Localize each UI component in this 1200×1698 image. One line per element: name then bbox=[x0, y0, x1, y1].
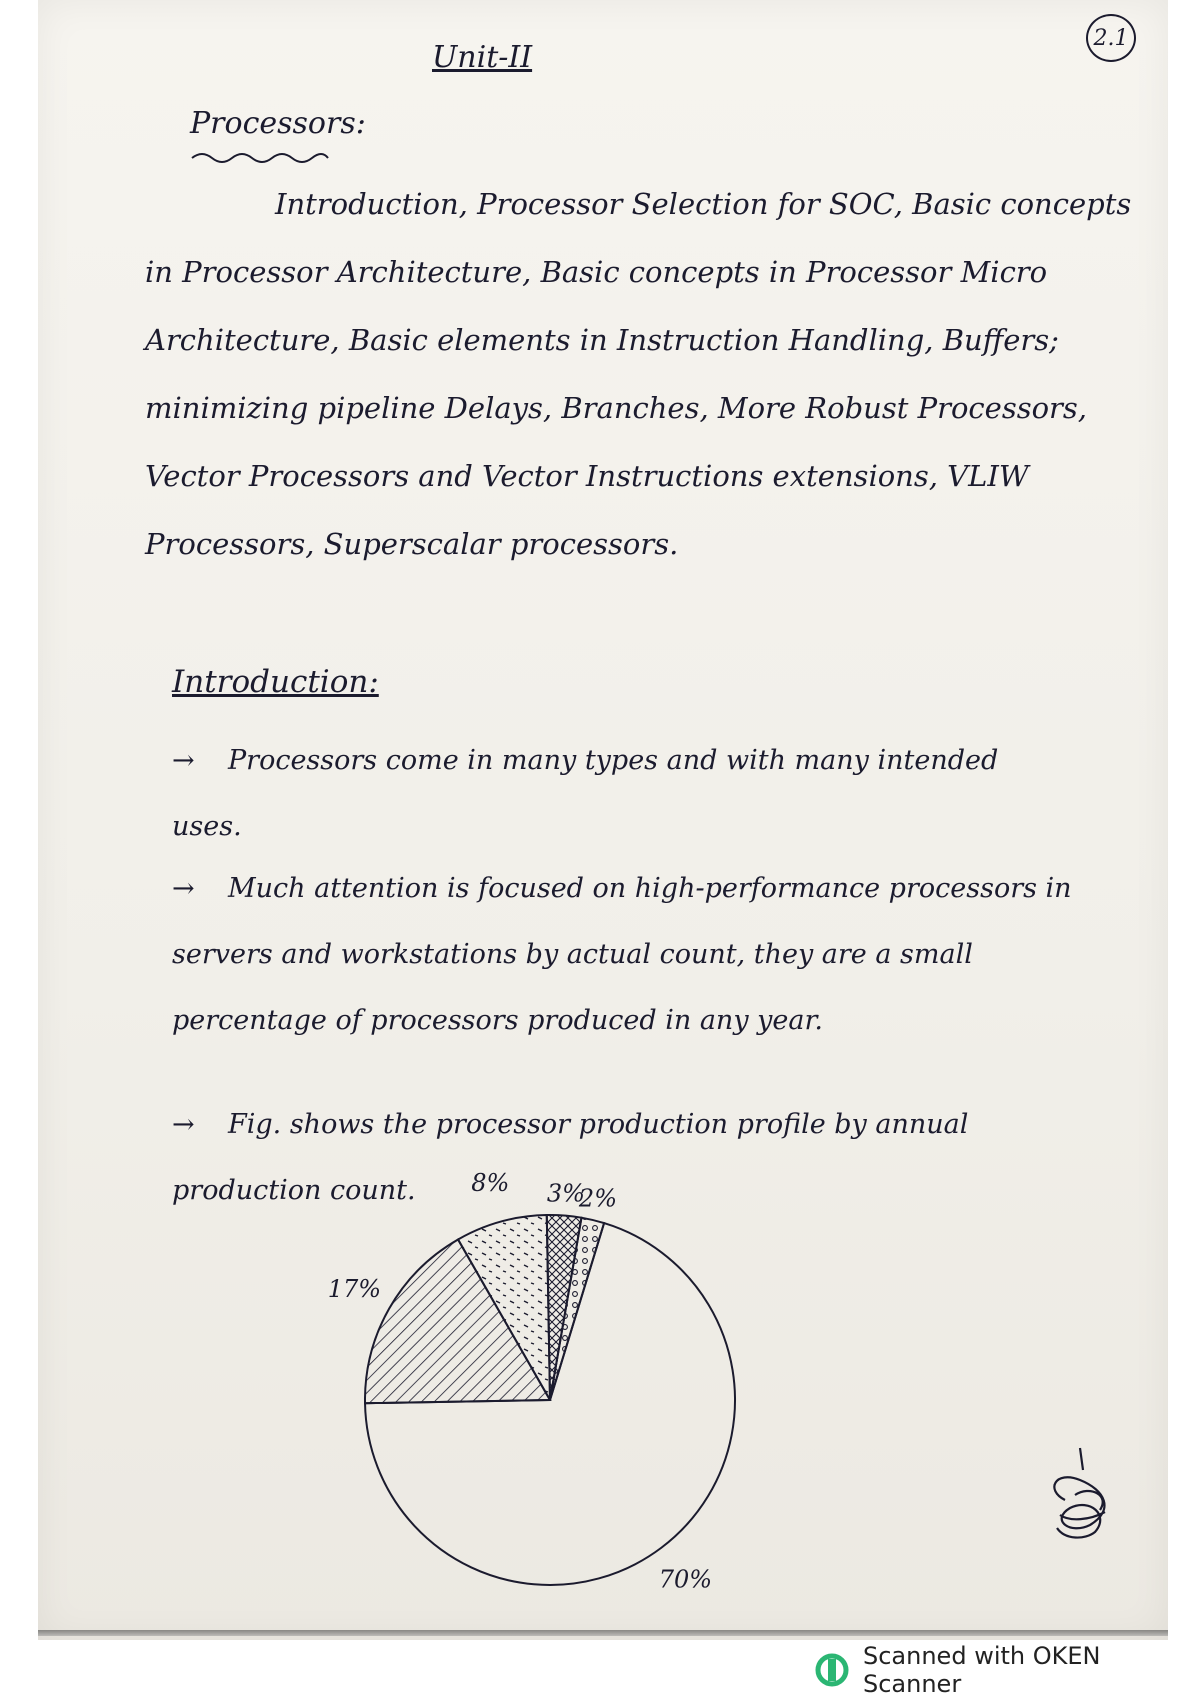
oken-scanner-logo-icon bbox=[815, 1653, 849, 1687]
pie-slice-label: 3% bbox=[546, 1179, 585, 1208]
bullet-text: Fig. shows the processor production profile by annual production count. bbox=[172, 1109, 969, 1206]
pie-slice-label: 70% bbox=[658, 1565, 713, 1594]
pie-slice-label: 17% bbox=[327, 1274, 382, 1303]
section-heading: Processors: bbox=[190, 106, 366, 141]
page-number: 2.1 bbox=[1086, 14, 1136, 62]
processor-production-pie-chart bbox=[327, 1169, 840, 1610]
arrow-icon: → bbox=[172, 745, 195, 776]
arrow-icon: → bbox=[172, 873, 195, 904]
page-bottom-edge bbox=[38, 1630, 1168, 1636]
bullet-item bbox=[172, 728, 1072, 860]
pie-slice-label: 8% bbox=[471, 1169, 510, 1198]
scanner-text: Scanned with OKEN Scanner bbox=[863, 1642, 1101, 1698]
unit-title: Unit-II bbox=[432, 40, 533, 75]
bullet-text: Much attention is focused on high-performance processors in servers and workstations by actual count, they are a small percentage of processors produced in any year. bbox=[172, 873, 1072, 1036]
bullet-text: Processors come in many types and with many intended uses. bbox=[172, 745, 999, 842]
wavy-underline bbox=[190, 150, 330, 164]
syllabus-paragraph: Introduction, Processor Selection for SOC, Basic concepts in Processor Architecture, Basic concepts in Processor Micro Architecture, Basic elements in Instruction Handling, Buffers; minimizing pipeline Delays, Branches, More Robust Processors, Vector Processors and Vector Instructions extensions, VLIW Processors, Superscalar processors. bbox=[145, 187, 1132, 561]
scanner-watermark bbox=[815, 1642, 1200, 1698]
pie-slices bbox=[365, 1215, 735, 1585]
signature-scribble bbox=[1035, 1440, 1125, 1550]
arrow-icon: → bbox=[172, 1109, 195, 1140]
intro-heading: Introduction: bbox=[172, 664, 379, 700]
pie-slice-label: 2% bbox=[578, 1184, 618, 1213]
bullet-item bbox=[172, 856, 1072, 1054]
